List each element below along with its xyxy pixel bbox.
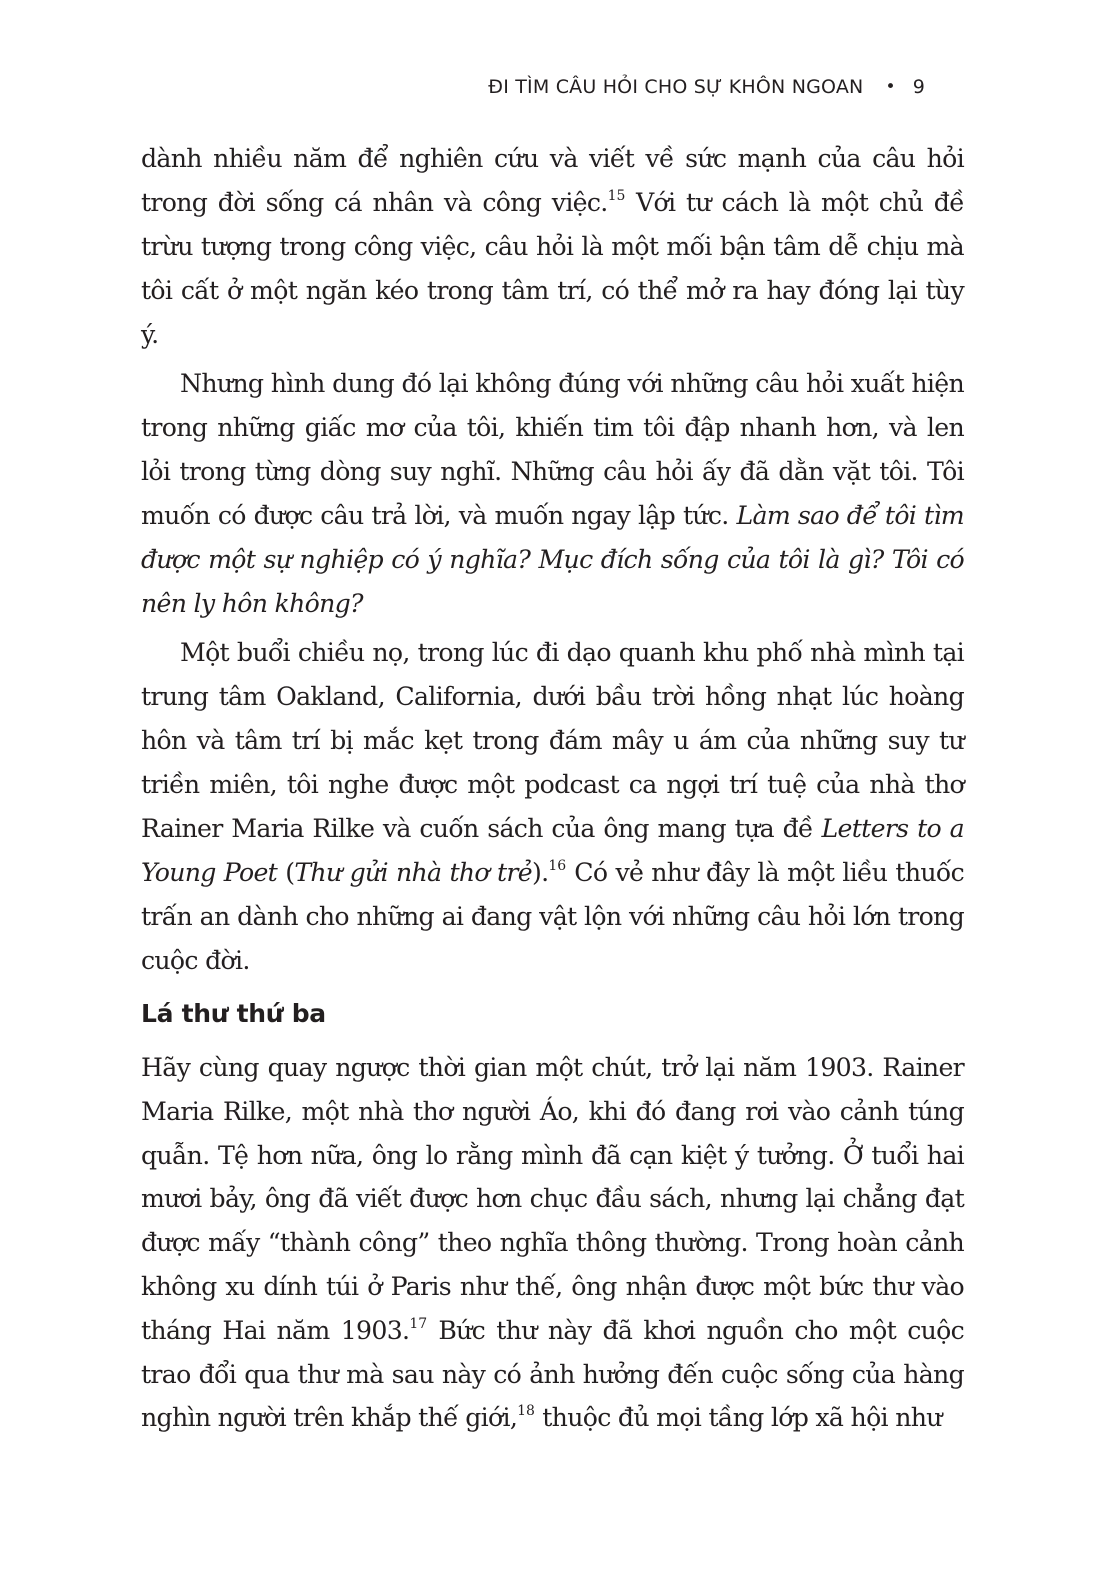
section-body — [141, 1046, 964, 1440]
paragraph-1-text-a: dành nhiều năm để nghiên cứu và viết về sức mạnh của câu hỏi trong đời sống cá nhân và công việc. — [141, 144, 964, 217]
paragraph-3 — [141, 631, 964, 983]
paragraph-3-text-a: Một buổi chiều nọ, trong lúc đi dạo quanh khu phố nhà mình tại trung tâm Oakland, California, dưới bầu trời hồng nhạt lúc hoàng hôn và tâm trí bị mắc kẹt trong đám mây u ám của những suy tư triền miên, tôi nghe được một podcast ca ngợi trí tuệ của nhà thơ Rainer Maria Rilke và cuốn sách của ông mang tựa đề — [141, 638, 964, 843]
footnote-marker-18: 18 — [517, 1403, 535, 1420]
book-title-vietnamese: Thư gửi nhà thơ trẻ — [294, 858, 532, 887]
section-text-a: Hãy cùng quay ngược thời gian một chút, trở lại năm 1903. Rainer Maria Rilke, một nhà thơ người Áo, khi đó đang rơi vào cảnh túng quẫn. Tệ hơn nữa, ông lo rằng mình đã cạn kiệt ý tưởng. Ở tuổi hai mươi bảy, ông đã viết được hơn chục đầu sách, nhưng lại chẳng đạt được mấy “thành công” theo nghĩa thông thường. Trong hoàn cảnh không xu dính túi ở Paris như thế, ông nhận được một bức thư vào tháng Hai năm 1903. — [141, 1053, 964, 1345]
footnote-marker-17: 17 — [409, 1315, 428, 1332]
body-text — [141, 137, 964, 983]
footnote-marker-16: 16 — [548, 858, 567, 874]
paragraph-1 — [141, 137, 964, 357]
footnote-marker-15: 15 — [607, 188, 626, 204]
paragraph-3-text-b: ( — [277, 858, 295, 887]
running-header-title: ĐI TÌM CÂU HỎI CHO SỰ KHÔN NGOAN — [488, 76, 864, 98]
bullet-separator: • — [885, 77, 896, 97]
paragraph-2-text-a: Nhưng hình dung đó lại không đúng với những câu hỏi xuất hiện trong những giấc mơ của tôi, khiến tim tôi đập nhanh hơn, và len lỏi trong từng dòng suy nghĩ. Những câu hỏi ấy đã dằn vặt tôi. Tôi muốn có được câu trả lời, và muốn ngay lập tức. — [141, 369, 964, 530]
paragraph-3-text-c: ). — [531, 858, 549, 887]
book-title-english: Letters to a Young Poet — [141, 814, 964, 887]
running-header — [488, 70, 925, 104]
paragraph-2 — [141, 362, 964, 626]
section-text-b: Bức thư này đã khơi nguồn cho một cuộc trao đổi qua thư mà sau này có ảnh hưởng đến cuộc sống của hàng nghìn người trên khắp thế giới, — [141, 1315, 964, 1433]
section-text-c: thuộc đủ mọi tầng lớp xã hội như — [534, 1403, 942, 1433]
section-heading: Lá thư thứ ba — [141, 999, 326, 1028]
paragraph-2-italic-questions: Làm sao để tôi tìm được một sự nghiệp có ý nghĩa? Mục đích sống của tôi là gì? Tôi có nên ly hôn không? — [141, 501, 964, 618]
paragraph-3-text-d: Có vẻ như đây là một liều thuốc trấn an dành cho những ai đang vật lộn với những câu hỏi lớn trong cuộc đời. — [141, 858, 964, 975]
section-paragraph — [141, 1046, 964, 1440]
page-number: 9 — [912, 76, 925, 98]
paragraph-1-text-b: Với tư cách là một chủ đề trừu tượng trong công việc, câu hỏi là một mối bận tâm dễ chịu mà tôi cất ở một ngăn kéo trong tâm trí, có thể mở ra hay đóng lại tùy ý. — [141, 188, 964, 349]
